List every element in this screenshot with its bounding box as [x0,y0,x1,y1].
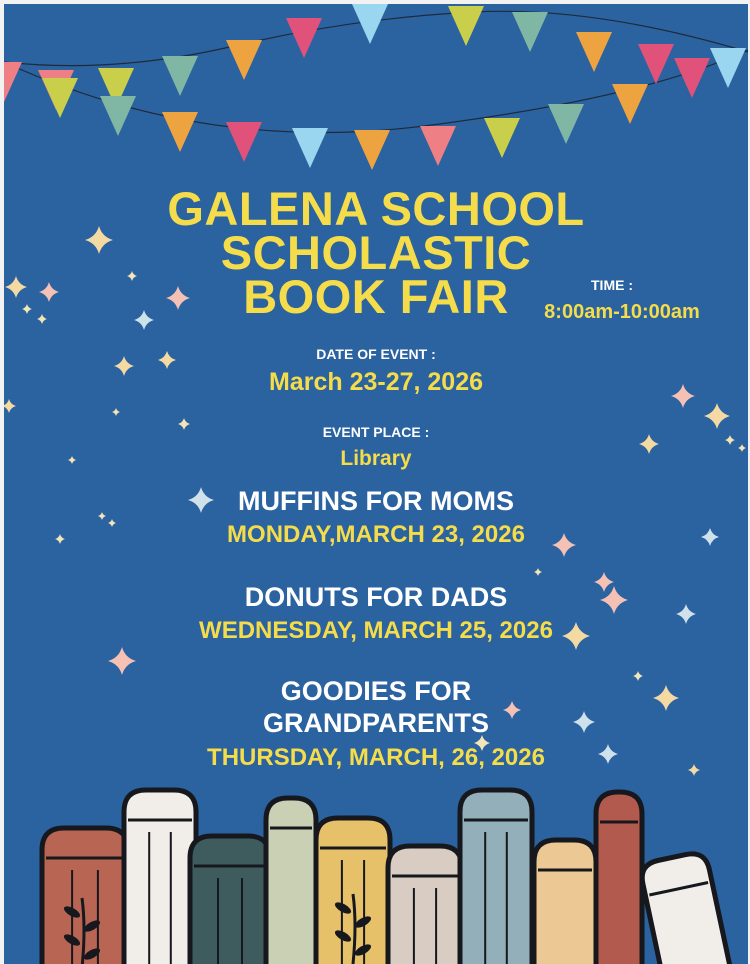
sparkle-star-icon [112,408,120,416]
bunting-flag [292,128,328,168]
event-place-label: EVENT PLACE : [322,424,430,440]
event-2-name: DONUTS FOR DADS [244,582,508,612]
bunting-flag [4,62,22,102]
bunting-flag [548,104,584,144]
bunting-flag [674,58,710,98]
bunting-flag [512,12,548,52]
event-2-date: WEDNESDAY, MARCH 25, 2026 [199,617,553,644]
book-spine [266,798,316,964]
title-line-3: BOOK FAIR [243,270,509,323]
bunting-flag [710,48,746,88]
bunting-flag [420,126,456,166]
bunting-flag [286,18,322,58]
bunting-flag [612,84,648,124]
event-3-date: THURSDAY, MARCH, 26, 2026 [207,744,545,771]
event-3-name-line-2: GRANDPARENTS [262,708,489,738]
title-line-1: GALENA SCHOOL [167,182,585,235]
bunting-flag [162,56,198,96]
time-label: TIME : [591,277,633,293]
sparkle-star-icon [534,568,542,576]
book-spine [534,840,596,964]
bunting-flag [100,96,136,136]
bunting-flag [162,112,198,152]
book-spine [124,790,196,964]
sparkle-star-icon [4,399,16,413]
bunting-flag [42,78,78,118]
book-spine [190,836,270,964]
book-spine [596,792,642,964]
bunting-flag [576,32,612,72]
date-of-event-label: DATE OF EVENT : [316,346,436,362]
event-place-value: Library [340,447,412,470]
date-of-event-value: March 23-27, 2026 [268,368,484,396]
bunting-flag [354,130,390,170]
event-1-date: MONDAY,MARCH 23, 2026 [227,521,525,548]
title-line-2: SCHOLASTIC [220,226,532,279]
bunting-flag [226,40,262,80]
bunting-flag [448,6,484,46]
bunting-flag [484,118,520,158]
event-3-name-line-1: GOODIES FOR [280,676,472,706]
bunting-flag [638,44,674,84]
time-value: 8:00am-10:00am [544,301,700,323]
event-1-name: MUFFINS FOR MOMS [238,486,514,516]
book-fair-poster [4,4,748,964]
bunting-flag [352,4,388,44]
tilted-book [639,850,732,964]
book-spine [388,846,462,964]
poster-decorations [4,4,748,964]
book-spine [460,790,532,964]
book-spine [316,818,390,964]
bunting-flag [226,122,262,162]
sparkle-star-icon [108,647,136,675]
